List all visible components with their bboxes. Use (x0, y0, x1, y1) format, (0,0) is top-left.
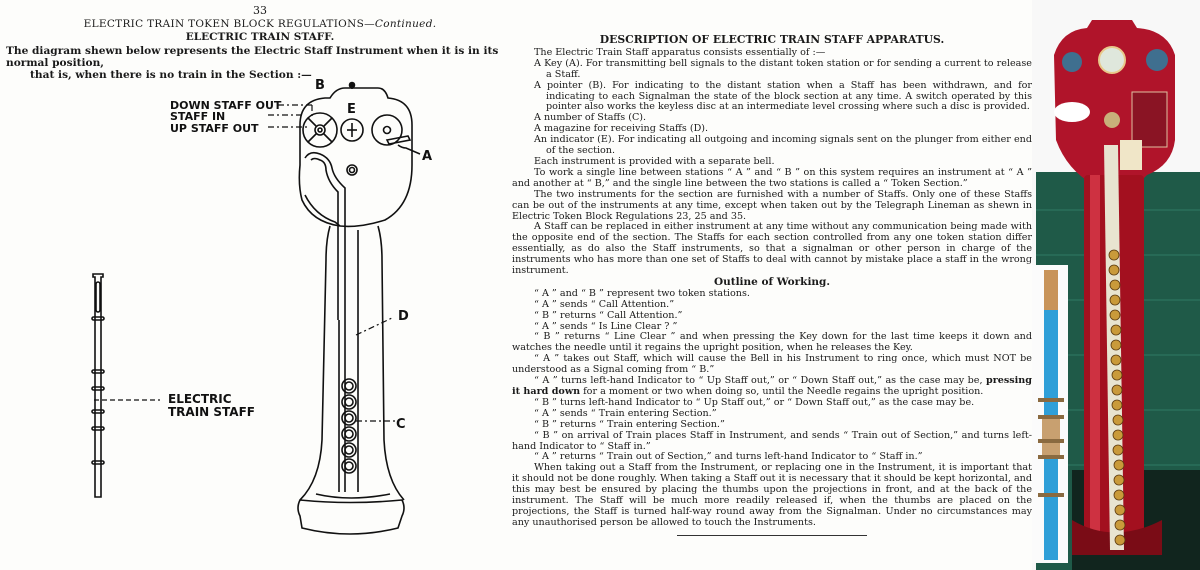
page-number: 33 (253, 4, 267, 17)
staffs-c (342, 379, 356, 473)
outline-step-before: “ A ” turns left-hand Indicator to “ Up Staff out,” or “ Down Staff out,” as the case may be, (534, 375, 983, 387)
running-title-suffix: —Continued. (364, 18, 437, 30)
outline-step: “ A ” sends “ Call Attention.” (534, 298, 675, 310)
label-train-staff: TRAIN STAFF (168, 405, 255, 419)
label-e: E (347, 102, 356, 117)
description-item-staffs: A number of Staffs (C). (534, 112, 647, 124)
label-d: D (398, 309, 409, 324)
staff-instrument-diagram (0, 60, 520, 570)
intro-line-2: that is, when there is no train in the Section :— (30, 69, 312, 81)
description-item-key: A Key (A). For transmitting bell signals to the distant token station or for sending a current to release a Staff. (534, 57, 1032, 80)
outline-step: “ B ” returns “ Line Clear ” and when pressing the Key down for the last time keeps it down and watches the needle until it regains the upright position, when he releases the Key. (512, 331, 1032, 354)
description-paragraph: A Staff can be replaced in either instrument at any time without any communication being made with the opposite end of the section. The Staffs for each section controlled from any one token station differ essentially, as do also the Staff instruments, so that a signalman or other person in charge of the instruments who has more than one set of Staffs to deal with cannot by mistake place a staff in the wrong instrument. (512, 221, 1032, 277)
outline-heading: Outline of Working. (713, 275, 831, 288)
running-title-text: ELECTRIC TRAIN TOKEN BLOCK REGULATIONS (83, 18, 365, 30)
end-rule (677, 535, 867, 536)
description-paragraph: The Electric Train Staff apparatus consists essentially of :— (534, 46, 826, 58)
label-b: B (315, 78, 325, 93)
instrument-base (298, 500, 404, 534)
outline-closing-paragraph: When taking out a Staff from the Instrument, or replacing one in the Instrument, it is important that it should not be done roughly. When taking a Staff out it is necessary that it should be kept horizontal, and this may best be ensured by placing the thumbs upon the projections in front, and at the back of the instrument. The Staff will be much more readily released if, when the thumbs are placed on the projections, the Staff is turned half-way round away from the Signalman. Under no circumstances may any unauthorised person be allowed to touch the Instruments. (512, 462, 1032, 528)
outline-step: “ B ” on arrival of Train places Staff in Instrument, and sends “ Train out of Section,” and turns left-hand Indicator to “ Staff in.” (512, 429, 1032, 452)
description-item-pointer: A pointer (B). For indicating to the distant station when a Staff has been withdrawn, and for indicating to each Signalman the state of the block section at any time. A switch operated by this pointer also works the keyless disc at an intermediate level crossing where such a disc is provided. (534, 79, 1032, 113)
outline-step-emphasis: pressing it hard down (512, 375, 1032, 397)
description-paragraph: Each instrument is provided with a separate bell. (534, 155, 775, 167)
outline-step-bold (512, 376, 1032, 398)
running-title (0, 18, 520, 30)
label-a: A (422, 149, 433, 164)
outline-step: “ A ” returns “ Train out of Section,” and turns left-hand Indicator to “ Staff in.” (534, 451, 923, 463)
outline-step: “ A ” and “ B ” represent two token stations. (534, 287, 750, 299)
description-heading: DESCRIPTION OF ELECTRIC TRAIN STAFF APPARATUS. (599, 33, 945, 46)
electric-train-staff-drawing (92, 274, 104, 497)
label-electric: ELECTRIC (168, 392, 232, 406)
outline-step: “ A ” sends “ Train entering Section.” (534, 407, 717, 419)
instrument-photo (1032, 0, 1200, 570)
outline-step: “ A ” sends “ Is Line Clear ? ” (534, 320, 678, 332)
outline-step: “ B ” returns “ Call Attention.” (534, 309, 683, 321)
description-paragraph: To work a single line between stations “ A ” and “ B ” on this system requires an instrument at “ A ” and another at “ B,” and the single line between the two stations is called a “ Token Section.” (512, 166, 1032, 189)
label-down-staff-out: DOWN STAFF OUT (170, 99, 282, 112)
intro-line-1: The diagram shewn below represents the Electric Staff Instrument when it is in its normal position, (6, 45, 499, 69)
outline-step: “ B ” turns left-hand Indicator to “ Up Staff out,” or “ Down Staff out,” as the case may be. (534, 396, 975, 408)
section-title: ELECTRIC TRAIN STAFF. (185, 31, 335, 43)
description-paragraph: The two instruments for the section are furnished with a number of Staffs. Only one of these Staffs can be out of the instruments at any time, except when taken out by the Telegraph Lineman as shewn in Electric Token Block Regulations 23, 25 and 35. (512, 188, 1032, 222)
label-up-staff-out: UP STAFF OUT (170, 122, 259, 135)
outline-step: “ A ” takes out Staff, which will cause the Bell in his Instrument to ring once, which must NOT be understood as a Signal coming from “ B.” (512, 353, 1032, 376)
label-staff-in: STAFF IN (170, 110, 226, 123)
outline-step: “ B ” returns “ Train entering Section.” (534, 418, 725, 430)
description-column (512, 35, 1032, 536)
description-item-indicator: An indicator (E). For indicating all outgoing and incoming signals sent on the plunger from either end of the section. (534, 134, 1032, 157)
outline-step-after: for a moment or two when doing so, until the Needle regains the upright position. (583, 386, 984, 397)
description-item-magazine: A magazine for receiving Staffs (D). (534, 123, 709, 135)
label-c: C (396, 417, 406, 432)
